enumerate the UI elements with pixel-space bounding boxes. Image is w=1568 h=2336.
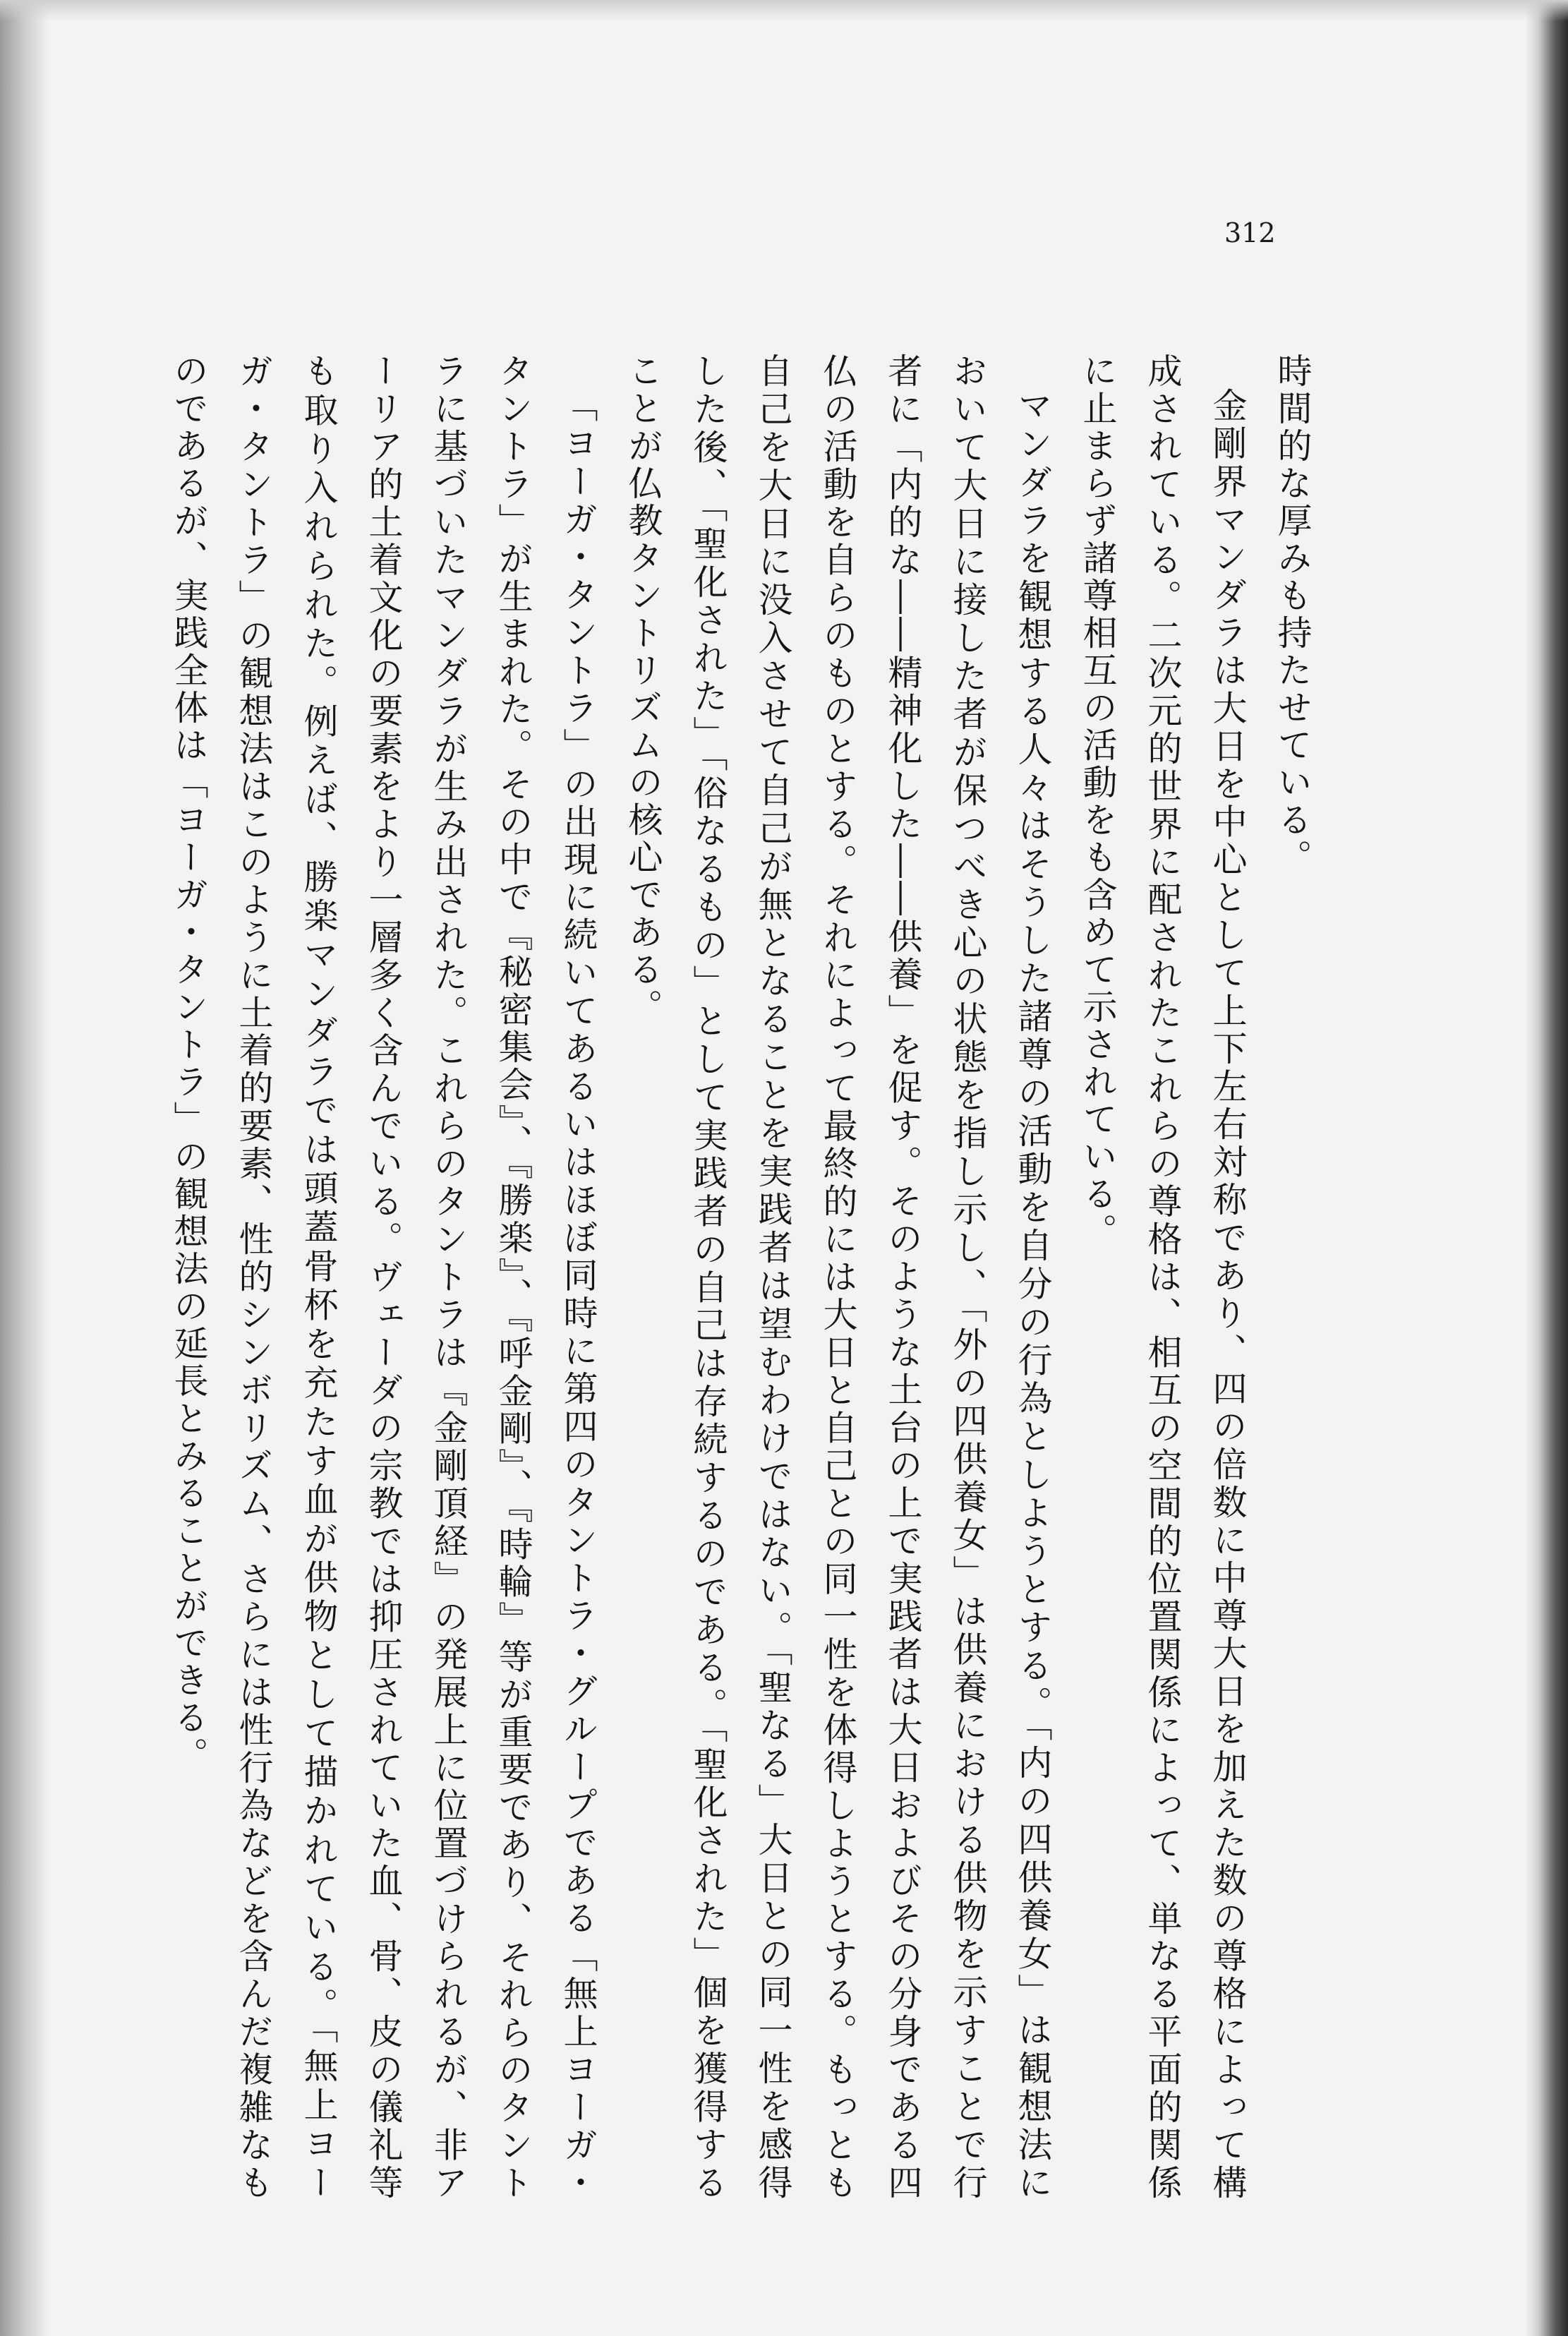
scan-shadow-right — [1526, 0, 1568, 2336]
body-text — [90, 353, 1325, 2202]
paragraph-4: 「ヨーガ・タントラ」の出現に続いてあるいはほぼ同時に第四のタントラ・グループである「無上ヨーガ・タントラ」が生まれた。その中で『秘密集会』、『勝楽』、『呼金剛』、『時輪』等が重要であり、それらのタントラに基づいたマンダラが生み出された。これらのタントラは『金剛頂経』の発展上に位置づけられるが、非アーリア的土着文化の要素をより一層多く含んでいる。ヴェーダの宗教では抑圧されていた血、骨、皮の儀礼等も取り入れられた。例えば、勝楽マンダラでは頭蓋骨杯を充たす血が供物として描かれている。「無上ヨーガ・タントラ」の観想法はこのように土着的要素、性的シンボリズム、さらには性行為などを含んだ複雑なものであるが、実践全体は「ヨーガ・タントラ」の観想法の延長とみることができる。 — [169, 353, 598, 2203]
paragraph-1: 時間的な厚みも持たせている。 — [1272, 353, 1313, 877]
scan-shadow-top — [0, 0, 1568, 21]
paragraph-3: マンダラを観想する人々はそうした諸尊の活動を自分の行為としようとする。「内の四供養女」は観想法において大日に接した者が保つべき心の状態を指し示し、「外の四供養女」は供養における供物を示すことで行者に「内的な――精神化した――供養」を促す。そのような土台の上で実践者は大日およびその分身である四仏の活動を自らのものとする。それによって最終的には大日と自己との同一性を体得しようとする。もっとも自己を大日に没入させて自己が無となることを実践者は望むわけではない。「聖なる」大日との同一性を感得した後、「聖化された」「俗なるもの」として実践者の自己は存続するのである。「聖化された」個を獲得することが仏教タントリズムの核心である。 — [623, 353, 1053, 2202]
page-number: 312 — [1224, 217, 1276, 248]
paragraph-2: 金剛界マンダラは大日を中心として上下左右対称であり、四の倍数に中尊大日を加えた数の尊格によって構成されている。二次元的世界に配されたこれらの尊格は、相互の空間的位置関係によって、単なる平面的関係に止まらず諸尊相互の活動をも含めて示されている。 — [1078, 353, 1248, 2202]
scan-shadow-left — [0, 0, 49, 2336]
